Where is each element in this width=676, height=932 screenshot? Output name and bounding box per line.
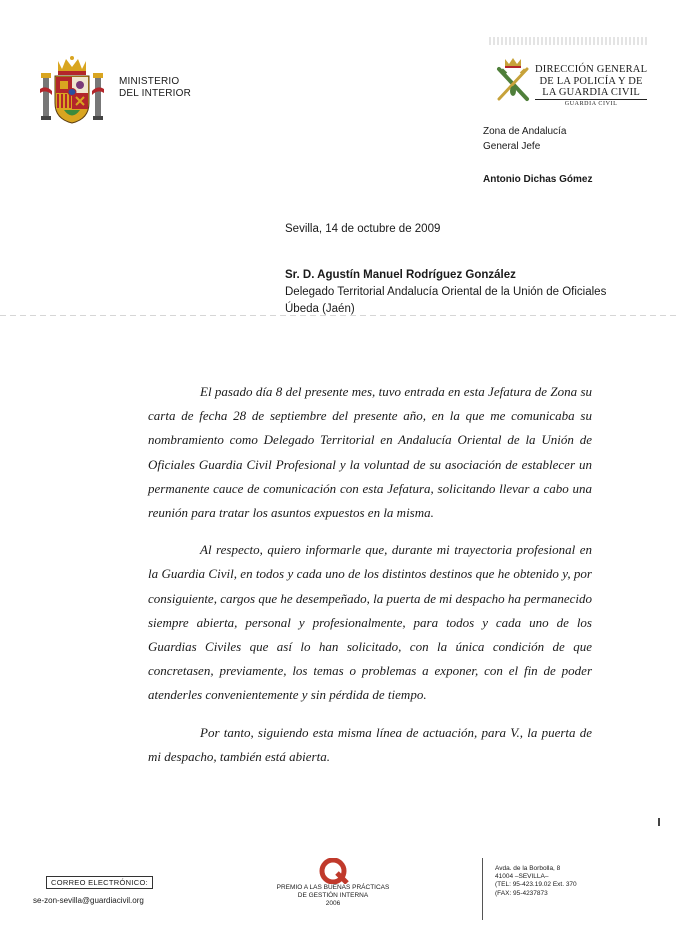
address-line: 41004 –SEVILLA– [495,873,549,881]
email-label: CORREO ELECTRÓNICO: [46,876,153,889]
sender-block [483,124,566,154]
letter-date: Sevilla, 14 de octubre de 2009 [285,223,441,235]
addressee-block [285,267,606,318]
ministry-name [119,76,191,100]
email-address[interactable]: se-zon-sevilla@guardiacivil.org [33,896,144,905]
ministry-line: DEL INTERIOR [119,88,192,99]
ministry-line: MINISTERIO [119,76,180,87]
directorate-subline: GUARDIA CIVIL [564,100,618,107]
award-line: DE GESTIÓN INTERNA [297,892,369,899]
phone-line: (TEL: 95-423.19.02 Ext. 370 [495,881,577,889]
body-paragraph: El pasado día 8 del presente mes, tuvo entrada en esta Jefatura de Zona su carta de fecha 28 de septiembre del presente año, en la que me comunicaba su nombramiento como Delegado Territorial en Andalucía Oriental de la Unión de Oficiales Guardia Civil Profesional y la voluntad de su asociación de establecer un permanente cauce de comunicación con esta Jefatura, solicitando llevar a cabo una reunión para tratar los asuntos expuestos en la misma. [148,384,592,521]
sender-name: Antonio Dichas Gómez [483,174,593,185]
sender-role: General Jefe [483,141,541,152]
body-paragraph: Por tanto, siguiendo esta misma línea de actuación, para V., la puerta de mi despacho, también está abierta. [148,724,592,764]
address-line: Avda. de la Borbolla, 8 [495,865,561,872]
coat-of-arms-icon [40,55,104,125]
directorate-line: LA GUARDIA CIVIL [535,87,647,100]
award-year: 2006 [325,900,341,907]
award-caption [270,884,396,908]
quality-award-logo-icon [315,858,351,884]
guardia-civil-emblem-icon [493,57,533,103]
addressee-city: Úbeda (Jaén) [285,303,355,315]
scan-stamp-strip [489,37,647,45]
contact-block [495,865,577,898]
addressee-name: Sr. D. Agustín Manuel Rodríguez González [285,269,516,281]
scan-mark [658,818,660,826]
award-line: PREMIO A LAS BUENAS PRÁCTICAS [276,884,390,891]
directorate-line: DE LA POLICÍA Y DE [539,75,643,87]
directorate-name [535,64,647,109]
scan-fold-line [0,315,676,316]
body-paragraph: Al respecto, quiero informarle que, durante mi trayectoria profesional en la Guardia Civil, en todos y cada uno de los distintos destinos que he obtenido y, por consiguiente, cargos que he desempeñado, la puerta de mi despacho ha permanecido siempre abierta, personal y profesionalmente, para todos y cada uno de los Guardias Civiles que así lo han solicitado, con la única condición de que concretasen, previamente, los temas o problemas a exponer, con el fin de poder atenderles convenientemente y sin pérdida de tiempo. [148,542,592,703]
fax-line: (FAX: 95-4237873 [495,889,548,897]
footer-divider [482,858,483,920]
sender-zone: Zona de Andalucía [483,126,567,137]
addressee-position: Delegado Territorial Andalucía Oriental de la Unión de Oficiales [285,286,607,298]
letter-body [148,380,592,782]
directorate-line: DIRECCIÓN GENERAL [535,64,648,75]
